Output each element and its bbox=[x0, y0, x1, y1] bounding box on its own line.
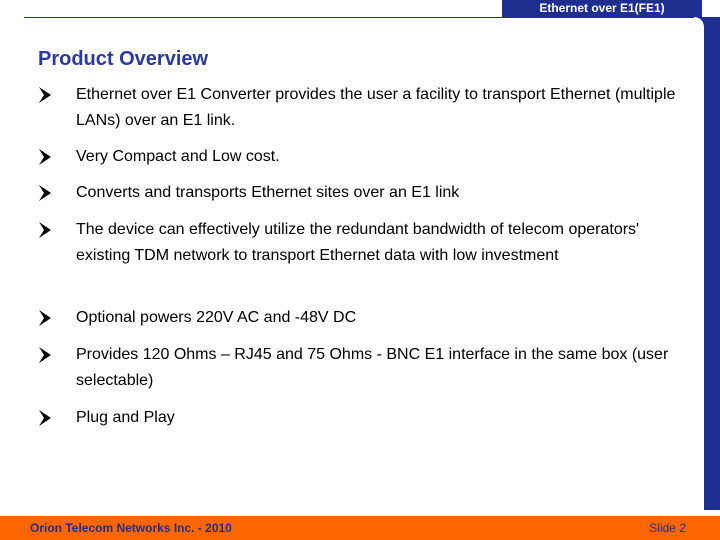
arrow-bullet-icon bbox=[38, 184, 52, 202]
header-tab: Ethernet over E1(FE1) bbox=[502, 0, 702, 17]
bullet-text: Plug and Play bbox=[76, 409, 175, 426]
bullet-text: Provides 120 Ohms – RJ45 and 75 Ohms - BNC E1 interface in the same box (user selectable) bbox=[76, 346, 669, 389]
arrow-bullet-icon bbox=[38, 346, 52, 364]
arrow-bullet-icon bbox=[38, 221, 52, 239]
footer-bar bbox=[0, 516, 720, 540]
bullet-text: Converts and transports Ethernet sites over an E1 link bbox=[76, 184, 460, 201]
arrow-bullet-icon bbox=[38, 148, 52, 166]
arrow-bullet-icon bbox=[38, 86, 52, 104]
slide-title: Product Overview bbox=[38, 48, 209, 70]
arrow-bullet-icon bbox=[38, 409, 52, 427]
arrow-bullet-icon bbox=[38, 309, 52, 327]
slide-number: Slide 2 bbox=[649, 521, 686, 535]
bullet-text: The device can effectively utilize the redundant bandwidth of telecom operators' existing TDM network to transport Ethernet data with low investment bbox=[76, 221, 640, 264]
bullet-text: Ethernet over E1 Converter provides the user a facility to transport Ethernet (multiple LANs) over an E1 link. bbox=[76, 86, 676, 129]
footer-company: Orion Telecom Networks Inc. - 2010 bbox=[30, 521, 232, 535]
right-band-notch bbox=[694, 17, 704, 510]
bullet-text: Optional powers 220V AC and -48V DC bbox=[76, 309, 357, 326]
bullet-text: Very Compact and Low cost. bbox=[76, 148, 280, 165]
header-rule bbox=[24, 17, 702, 18]
